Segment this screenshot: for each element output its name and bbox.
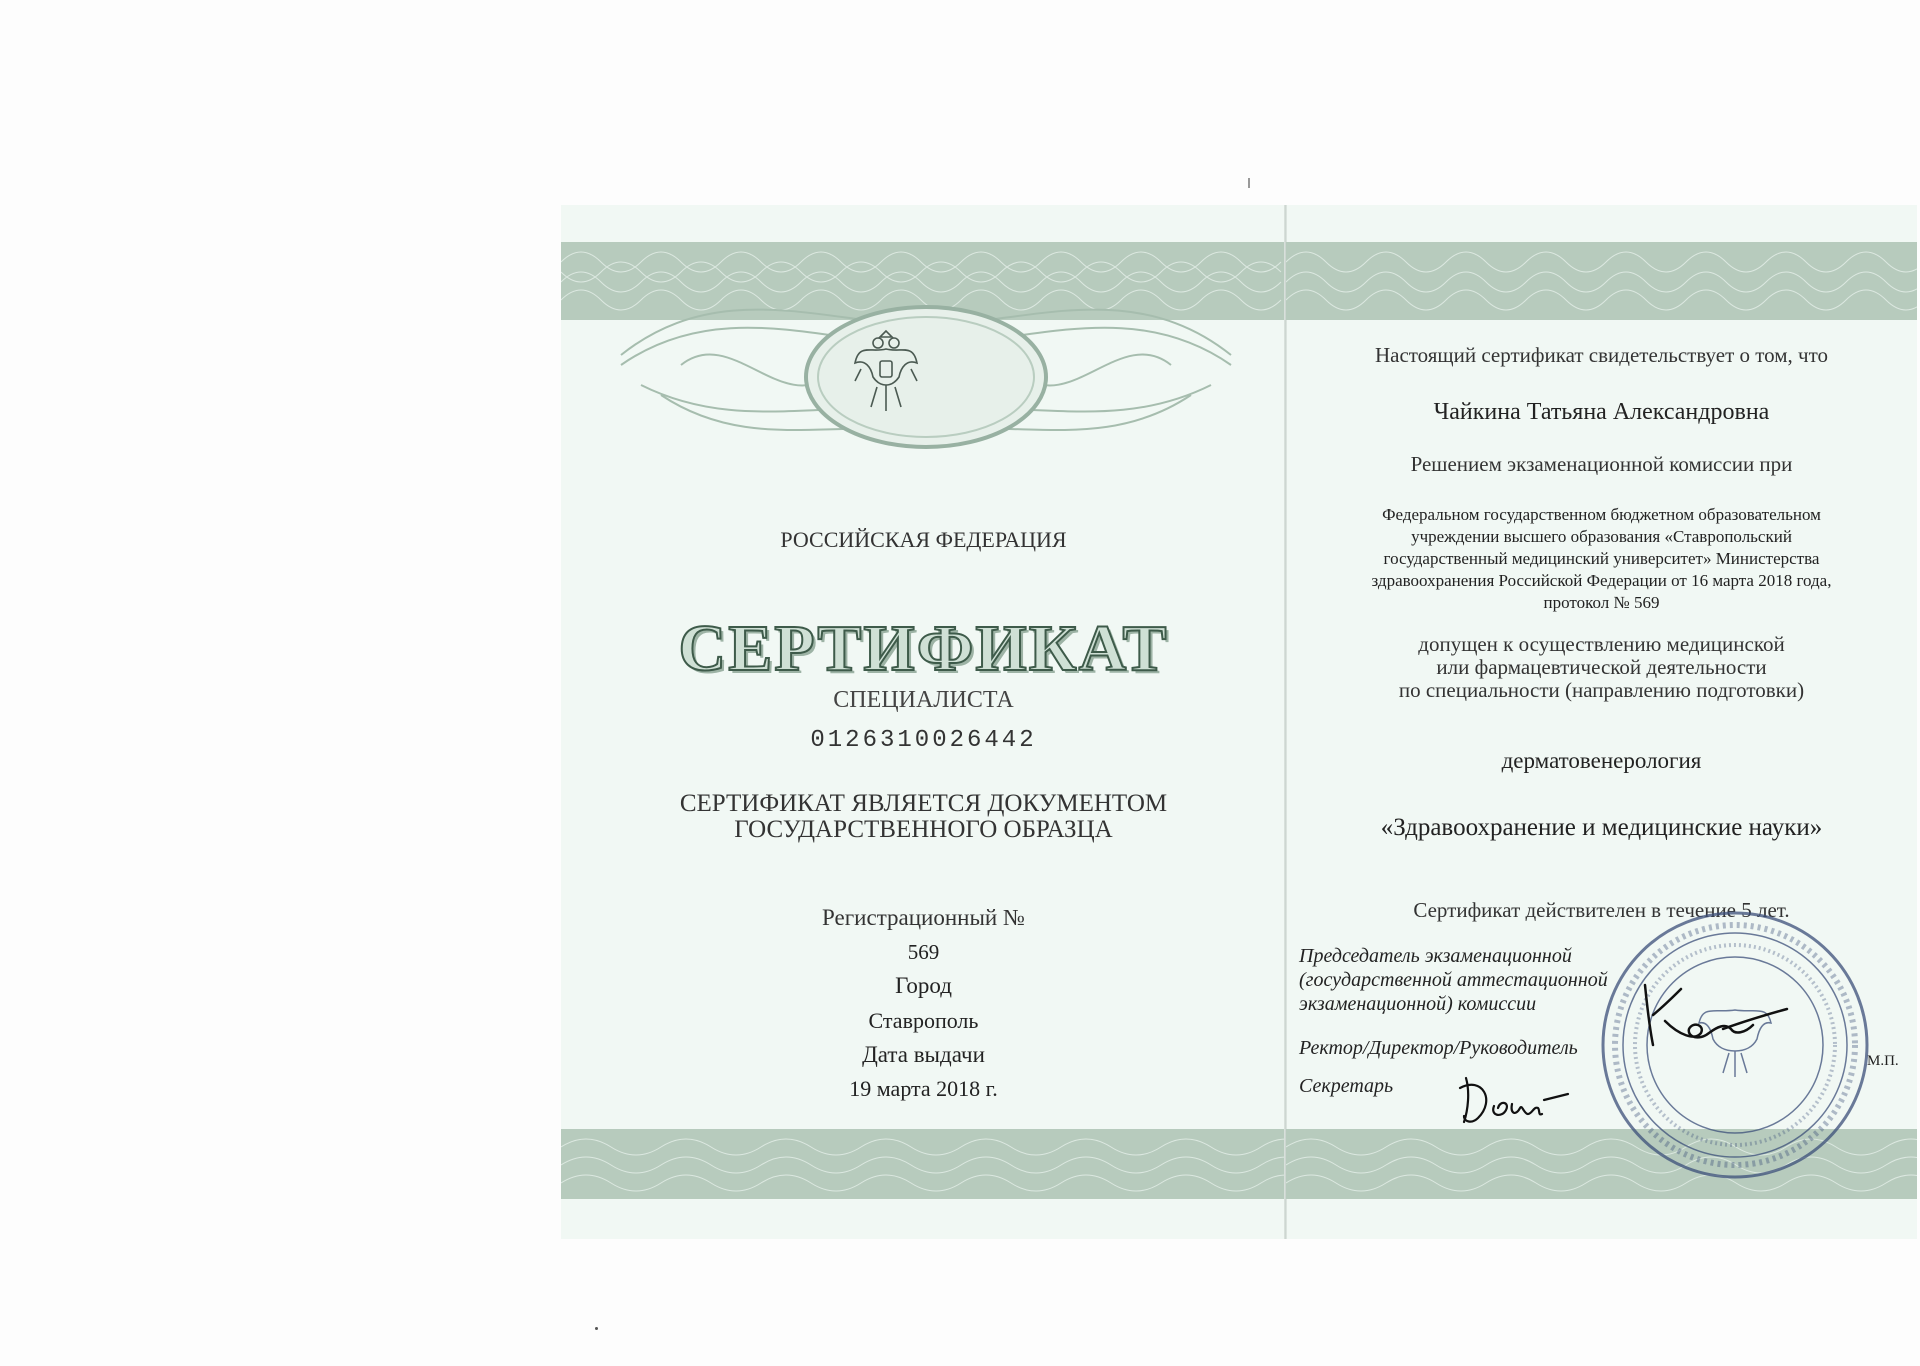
seal-place-label: М.П. xyxy=(1867,1053,1899,1069)
organization-line: Федеральном государственном бюджетном образовательном xyxy=(1382,505,1821,524)
admission-line: допущен к осуществлению медицинской xyxy=(1418,632,1785,656)
validity-text: Сертификат действителен в течение 5 лет. xyxy=(1413,898,1790,922)
city-value: Ставрополь xyxy=(868,1008,979,1033)
organization-line: учреждении высшего образования «Ставропольский xyxy=(1411,527,1792,546)
intro-text: Настоящий сертификат свидетельствует о том, что xyxy=(1374,343,1829,367)
rector-label: Ректор/Директор/Руководитель xyxy=(1299,1037,1578,1059)
certificate-title: СЕРТИФИКАТ xyxy=(678,612,1169,685)
organization-line: здравоохранения Российской Федерации от 16 марта 2018 года, xyxy=(1371,571,1832,590)
certificate-number: 0126310026442 xyxy=(810,727,1037,754)
admission-line: по специальности (направлению подготовки) xyxy=(1398,678,1805,702)
registration-label: Регистрационный № xyxy=(822,905,1025,930)
issue-date-value: 19 марта 2018 г. xyxy=(849,1076,998,1101)
field-of-study: «Здравоохранение и медицинские науки» xyxy=(1380,814,1823,841)
holder-name: Чайкина Татьяна Александровна xyxy=(1433,399,1770,425)
admission-line: или фармацевтической деятельности xyxy=(1436,655,1767,679)
state-document-line2: ГОСУДАРСТВЕННОГО ОБРАЗЦА xyxy=(734,816,1113,843)
chairman-line: (государственной аттестационной xyxy=(1299,969,1608,991)
chairman-line: экзаменационной) комиссии xyxy=(1299,993,1537,1015)
issue-date-label: Дата выдачи xyxy=(862,1042,985,1067)
coat-of-arms-icon xyxy=(851,323,921,423)
guilloche-top-band-right xyxy=(1286,242,1917,320)
chairman-line: Председатель экзаменационной xyxy=(1299,945,1572,967)
organization-line: протокол № 569 xyxy=(1543,593,1660,612)
secretary-signature xyxy=(1452,1070,1572,1130)
chairman-signature xyxy=(1635,975,1795,1055)
state-document-line1: СЕРТИФИКАТ ЯВЛЯЕТСЯ ДОКУМЕНТОМ xyxy=(679,790,1168,817)
organization-line: государственный медицинский университет» Министерства xyxy=(1383,549,1820,568)
certificate-subtitle: СПЕЦИАЛИСТА xyxy=(833,687,1014,713)
ornamental-frame xyxy=(601,265,1251,495)
scan-speck xyxy=(595,1327,598,1330)
scan-mark xyxy=(1248,178,1250,188)
registration-value: 569 xyxy=(907,940,940,964)
commission-decision: Решением экзаменационной комиссии при xyxy=(1410,452,1793,476)
specialty: дерматовенерология xyxy=(1501,748,1702,773)
city-label: Город xyxy=(895,973,952,998)
country-label: РОССИЙСКАЯ ФЕДЕРАЦИЯ xyxy=(780,527,1067,552)
guilloche-bottom-band xyxy=(561,1129,1286,1199)
certificate-left-page xyxy=(561,205,1286,1239)
secretary-label: Секретарь xyxy=(1299,1075,1394,1097)
